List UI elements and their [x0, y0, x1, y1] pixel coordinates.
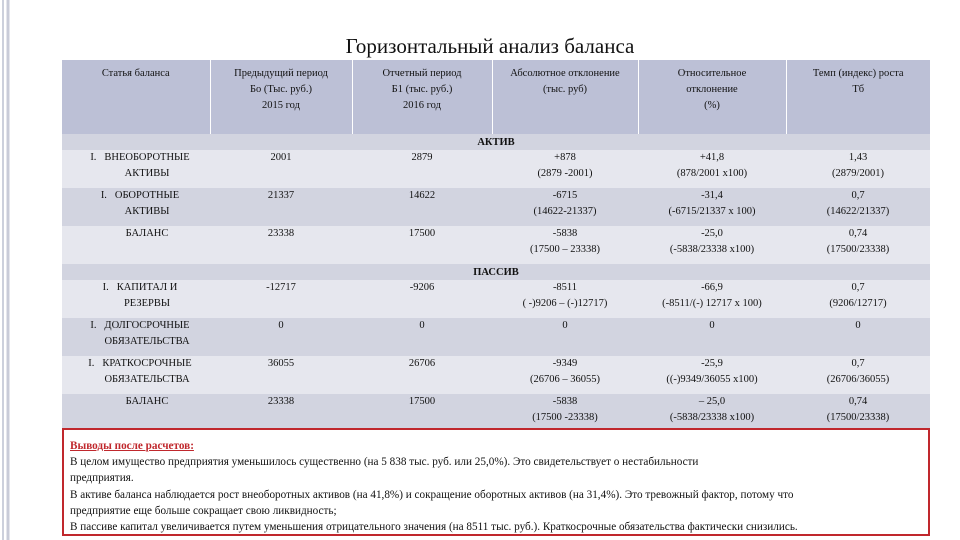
growth-index-formula: (2879/2001): [832, 167, 884, 179]
row-name-line: АКТИВЫ: [124, 205, 170, 217]
header-prev-period: Предыдущий период Бо (Тыс. руб.) 2015 год: [210, 60, 352, 134]
row-rel-deviation: [638, 280, 786, 318]
row-name: [104, 150, 189, 182]
growth-index-formula: (9206/12717): [829, 297, 887, 309]
growth-index-formula: (26706/36055): [826, 373, 890, 385]
balance-analysis-table: [62, 60, 930, 432]
row-abs-deviation: [492, 394, 638, 432]
header-abs-deviation: Абсолютное отклонение (тыс. руб): [492, 60, 638, 134]
section-aktiv-cell: [62, 134, 930, 150]
row-cur-value: [352, 356, 492, 394]
section-passiv-label: ПАССИВ: [473, 267, 519, 278]
row-article: [62, 394, 210, 432]
prev-value: 0: [278, 320, 284, 331]
prev-value: 23338: [267, 396, 295, 407]
abs-deviation-value: -5838: [552, 396, 578, 407]
row-growth-index: [786, 394, 930, 432]
row-name-line: БАЛАНС: [125, 228, 169, 239]
section-aktiv-label: АКТИВ: [477, 137, 515, 148]
row-abs-deviation: [492, 280, 638, 318]
row-cur-value: [352, 318, 492, 356]
row-article: [62, 280, 210, 318]
row-name: [115, 188, 179, 220]
abs-deviation-formula: (17500 – 23338): [530, 243, 600, 255]
row-prev-value: [210, 394, 352, 432]
row-growth-index: [786, 280, 930, 318]
rel-deviation-value: – 25,0: [698, 396, 726, 407]
abs-deviation-value: -6715: [552, 190, 578, 201]
row-name-line: ОБЯЗАТЕЛЬСТВА: [104, 373, 190, 385]
conclusions-box: [62, 428, 930, 536]
row-cur-value: [352, 150, 492, 188]
abs-deviation-value: 0: [562, 320, 568, 331]
growth-index-formula: (17500/23338): [826, 411, 890, 423]
row-abs-deviation: [492, 318, 638, 356]
growth-index-formula: (14622/21337): [826, 205, 890, 217]
rel-deviation-value: -25,9: [701, 358, 723, 369]
growth-index-formula: (17500/23338): [826, 243, 890, 255]
rel-deviation-value: -31,4: [701, 190, 723, 201]
row-name-line: ОБЯЗАТЕЛЬСТВА: [104, 335, 190, 347]
row-prev-value: [210, 318, 352, 356]
row-cur-value: [352, 188, 492, 226]
cur-value: 0: [419, 320, 425, 331]
cur-value: 14622: [408, 190, 436, 201]
row-rel-deviation: [638, 318, 786, 356]
row-name-line: ДОЛГОСРОЧНЫЕ: [104, 320, 190, 331]
row-growth-index: [786, 318, 930, 356]
row-name: [102, 356, 191, 388]
conclusion-line: В целом имущество предприятия уменьшилось существенно (на 5 838 тыс. руб. или 25,0%). Это свидетельствует о нестабильности: [70, 456, 699, 469]
abs-deviation-formula: (14622-21337): [533, 205, 597, 217]
rel-deviation-value: -66,9: [701, 282, 723, 293]
row-article: [62, 150, 210, 188]
row-name-line: БАЛАНС: [125, 396, 169, 407]
row-number: I.: [88, 358, 95, 369]
table-row: [62, 394, 930, 432]
section-passiv: [62, 264, 930, 280]
header-rel-deviation: Относительное отклонение (%): [638, 60, 786, 134]
prev-value: -12717: [266, 282, 296, 293]
row-prev-value: [210, 226, 352, 264]
row-rel-deviation: [638, 188, 786, 226]
row-article: [62, 226, 210, 264]
rel-deviation-formula: (-8511/(-) 12717 x 100): [662, 297, 762, 309]
decorative-left-border: [0, 0, 12, 540]
row-prev-value: [210, 188, 352, 226]
row-rel-deviation: [638, 356, 786, 394]
header-growth-index: Темп (индекс) роста Тб: [786, 60, 930, 134]
row-name: [126, 226, 169, 242]
conclusion-line: предприятие еще больше сокращает свою ликвидность;: [70, 504, 337, 517]
row-name-line: ОБОРОТНЫЕ: [114, 190, 180, 201]
abs-deviation-value: +878: [554, 152, 576, 163]
row-abs-deviation: [492, 150, 638, 188]
row-name-line: КРАТКОСРОЧНЫЕ: [102, 358, 192, 369]
abs-deviation-formula: (26706 – 36055): [530, 373, 600, 385]
row-name-line: ВНЕОБОРОТНЫЕ: [104, 152, 190, 163]
page-title: Горизонтальный анализ баланса: [345, 34, 635, 58]
row-prev-value: [210, 356, 352, 394]
growth-index-value: 0,74: [848, 396, 868, 407]
row-abs-deviation: [492, 356, 638, 394]
row-article: [62, 356, 210, 394]
table-header-row: [62, 60, 930, 134]
header-current-period: Отчетный период Б1 (тыс. руб.) 2016 год: [352, 60, 492, 134]
growth-index-value: 0,7: [851, 282, 865, 293]
row-name: [117, 280, 178, 312]
row-cur-value: [352, 394, 492, 432]
cur-value: 17500: [408, 228, 436, 239]
abs-deviation-value: -9349: [552, 358, 578, 369]
row-abs-deviation: [492, 188, 638, 226]
section-passiv-cell: [62, 264, 930, 280]
cur-value: 2879: [411, 152, 433, 163]
row-number: I.: [90, 152, 97, 163]
row-growth-index: [786, 226, 930, 264]
rel-deviation-value: -25,0: [701, 228, 723, 239]
abs-deviation-value: -8511: [552, 282, 578, 293]
cur-value: 17500: [408, 396, 436, 407]
row-rel-deviation: [638, 150, 786, 188]
header-article: Статья баланса: [62, 60, 210, 134]
rel-deviation-formula: ((-)9349/36055 x100): [666, 373, 758, 385]
prev-value: 2001: [270, 152, 292, 163]
row-cur-value: [352, 280, 492, 318]
row-article: [62, 188, 210, 226]
prev-value: 23338: [267, 228, 295, 239]
row-number: I.: [102, 282, 109, 293]
growth-index-value: 0,7: [851, 358, 865, 369]
row-name-line: КАПИТАЛ И: [116, 282, 178, 293]
row-rel-deviation: [638, 226, 786, 264]
row-number: I.: [100, 190, 107, 201]
prev-value: 36055: [267, 358, 295, 369]
conclusion-line: В пассиве капитал увеличивается путем уменьшения отрицательного значения (на 8511 тыс. руб.). Краткосрочные обязательства фактически снизились.: [70, 521, 798, 534]
row-name: [126, 394, 169, 410]
section-aktiv: [62, 134, 930, 150]
rel-deviation-value: 0: [709, 320, 715, 331]
abs-deviation-formula: (17500 -23338): [532, 411, 598, 423]
table-row: [62, 226, 930, 264]
conclusions-title: Выводы после расчетов:: [70, 440, 194, 452]
growth-index-value: 0,74: [848, 228, 868, 239]
row-article: [62, 318, 210, 356]
table-row: [62, 318, 930, 356]
conclusion-line: предприятия.: [70, 472, 134, 485]
rel-deviation-formula: (-6715/21337 x 100): [668, 205, 756, 217]
table-row: [62, 356, 930, 394]
cur-value: 26706: [408, 358, 436, 369]
row-name: [104, 318, 189, 350]
row-growth-index: [786, 188, 930, 226]
cur-value: -9206: [409, 282, 435, 293]
abs-deviation-value: -5838: [552, 228, 578, 239]
rel-deviation-value: +41,8: [699, 152, 725, 163]
table-row: [62, 150, 930, 188]
row-rel-deviation: [638, 394, 786, 432]
rel-deviation-formula: (-5838/23338 x100): [669, 411, 755, 423]
row-growth-index: [786, 356, 930, 394]
row-abs-deviation: [492, 226, 638, 264]
abs-deviation-formula: (2879 -2001): [537, 167, 593, 179]
growth-index-value: 0,7: [851, 190, 865, 201]
row-name-line: АКТИВЫ: [124, 167, 170, 179]
row-growth-index: [786, 150, 930, 188]
growth-index-value: 0: [855, 320, 861, 331]
table-row: [62, 280, 930, 318]
row-number: I.: [90, 320, 97, 331]
prev-value: 21337: [267, 190, 295, 201]
row-name-line: РЕЗЕРВЫ: [123, 297, 171, 309]
row-prev-value: [210, 150, 352, 188]
row-prev-value: [210, 280, 352, 318]
rel-deviation-formula: (878/2001 x100): [676, 167, 748, 179]
abs-deviation-formula: ( -)9206 – (-)12717): [522, 297, 608, 309]
conclusion-line: В активе баланса наблюдается рост внеоборотных активов (на 41,8%) и сокращение оборотных активов (на 31,4%). Это тревожный фактор, потому что: [70, 488, 794, 501]
growth-index-value: 1,43: [848, 152, 868, 163]
row-cur-value: [352, 226, 492, 264]
rel-deviation-formula: (-5838/23338 x100): [669, 243, 755, 255]
table-row: [62, 188, 930, 226]
